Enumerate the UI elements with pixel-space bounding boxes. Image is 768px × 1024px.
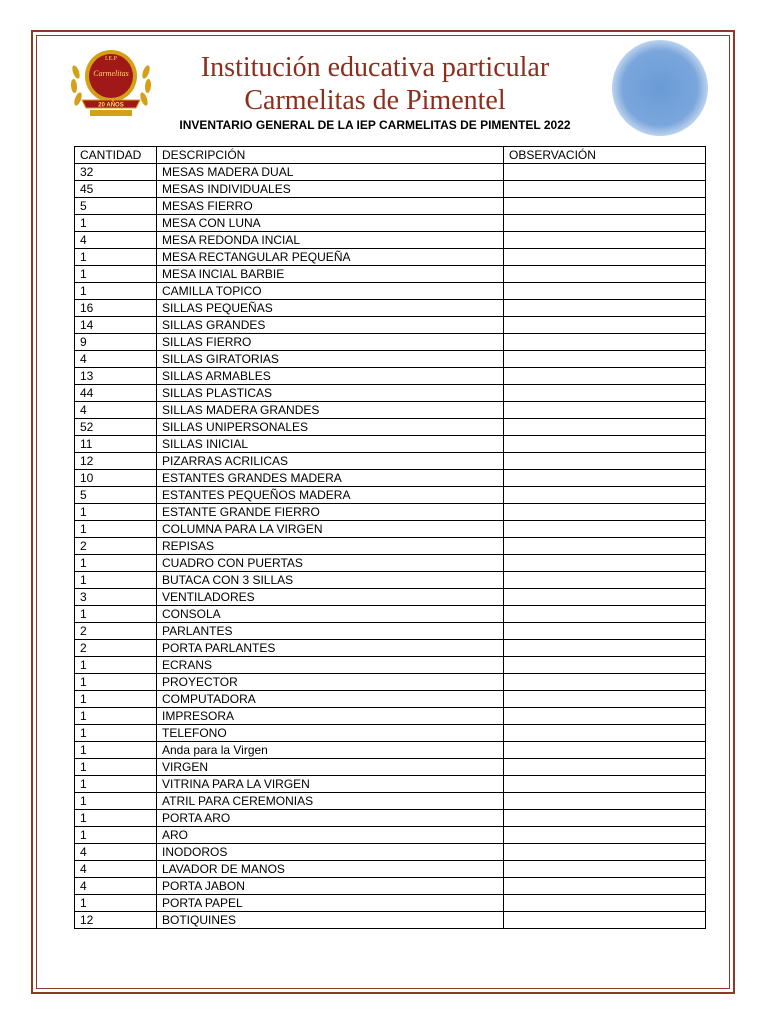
- school-crest-icon: [68, 42, 154, 120]
- cell-observation: [504, 470, 706, 487]
- cell-observation: [504, 402, 706, 419]
- cell-description: SILLAS ARMABLES: [157, 368, 504, 385]
- table-row: [75, 334, 706, 351]
- cell-description: ESTANTE GRANDE FIERRO: [157, 504, 504, 521]
- cell-description: SILLAS GIRATORIAS: [157, 351, 504, 368]
- cell-description: IMPRESORA: [157, 708, 504, 725]
- cell-description: PORTA JABON: [157, 878, 504, 895]
- table-row: [75, 317, 706, 334]
- cell-description: SILLAS INICIAL: [157, 436, 504, 453]
- table-row: [75, 470, 706, 487]
- cell-quantity: 9: [75, 334, 157, 351]
- cell-quantity: 16: [75, 300, 157, 317]
- cell-quantity: 1: [75, 215, 157, 232]
- cell-description: ECRANS: [157, 657, 504, 674]
- cell-description: PORTA PARLANTES: [157, 640, 504, 657]
- cell-description: MESAS INDIVIDUALES: [157, 181, 504, 198]
- table-row: [75, 436, 706, 453]
- cell-observation: [504, 640, 706, 657]
- table-row: [75, 589, 706, 606]
- cell-observation: [504, 487, 706, 504]
- table-row: [75, 742, 706, 759]
- crest-badge-text: 20 AÑOS: [98, 102, 124, 109]
- cell-quantity: 52: [75, 419, 157, 436]
- table-row: [75, 351, 706, 368]
- table-row: [75, 521, 706, 538]
- cell-quantity: 2: [75, 538, 157, 555]
- table-row: [75, 725, 706, 742]
- cell-quantity: 1: [75, 725, 157, 742]
- cell-description: MESA RECTANGULAR PEQUEÑA: [157, 249, 504, 266]
- cell-description: INODOROS: [157, 844, 504, 861]
- cell-quantity: 3: [75, 589, 157, 606]
- header-observation: OBSERVACIÓN: [504, 147, 706, 164]
- cell-quantity: 12: [75, 912, 157, 929]
- cell-description: MESA CON LUNA: [157, 215, 504, 232]
- table-row: [75, 759, 706, 776]
- cell-quantity: 1: [75, 793, 157, 810]
- cell-quantity: 1: [75, 759, 157, 776]
- table-row: [75, 368, 706, 385]
- cell-observation: [504, 827, 706, 844]
- cell-observation: [504, 215, 706, 232]
- cell-observation: [504, 589, 706, 606]
- cell-observation: [504, 878, 706, 895]
- cell-observation: [504, 725, 706, 742]
- crest-top-text: I.E.P: [105, 56, 117, 62]
- cell-quantity: 4: [75, 351, 157, 368]
- table-row: [75, 249, 706, 266]
- cell-quantity: 1: [75, 657, 157, 674]
- cell-quantity: 4: [75, 878, 157, 895]
- cell-observation: [504, 368, 706, 385]
- table-row: [75, 708, 706, 725]
- cell-quantity: 1: [75, 283, 157, 300]
- cell-description: MESAS MADERA DUAL: [157, 164, 504, 181]
- cell-observation: [504, 895, 706, 912]
- table-row: [75, 793, 706, 810]
- cell-description: ESTANTES GRANDES MADERA: [157, 470, 504, 487]
- cell-quantity: 1: [75, 674, 157, 691]
- cell-observation: [504, 385, 706, 402]
- table-row: [75, 215, 706, 232]
- cell-description: SILLAS PLASTICAS: [157, 385, 504, 402]
- table-row: [75, 453, 706, 470]
- cell-observation: [504, 606, 706, 623]
- table-row: [75, 912, 706, 929]
- cell-description: SILLAS PEQUEÑAS: [157, 300, 504, 317]
- cell-observation: [504, 249, 706, 266]
- cell-description: CUADRO CON PUERTAS: [157, 555, 504, 572]
- table-row: [75, 827, 706, 844]
- cell-observation: [504, 232, 706, 249]
- inventory-table: [74, 146, 706, 929]
- cell-quantity: 45: [75, 181, 157, 198]
- crest-name-text: Carmelitas: [93, 69, 129, 78]
- cell-description: PORTA PAPEL: [157, 895, 504, 912]
- cell-description: CAMILLA TOPICO: [157, 283, 504, 300]
- table-row: [75, 232, 706, 249]
- cell-observation: [504, 691, 706, 708]
- cell-observation: [504, 861, 706, 878]
- cell-observation: [504, 844, 706, 861]
- cell-description: SILLAS FIERRO: [157, 334, 504, 351]
- table-row: [75, 181, 706, 198]
- cell-observation: [504, 776, 706, 793]
- cell-quantity: 1: [75, 742, 157, 759]
- cell-quantity: 14: [75, 317, 157, 334]
- table-row: [75, 810, 706, 827]
- cell-observation: [504, 538, 706, 555]
- table-row: [75, 266, 706, 283]
- cell-description: SILLAS GRANDES: [157, 317, 504, 334]
- cell-quantity: 44: [75, 385, 157, 402]
- cell-observation: [504, 810, 706, 827]
- cell-description: BOTIQUINES: [157, 912, 504, 929]
- cell-observation: [504, 742, 706, 759]
- table-row: [75, 419, 706, 436]
- cell-quantity: 1: [75, 776, 157, 793]
- table-row: [75, 844, 706, 861]
- cell-quantity: 10: [75, 470, 157, 487]
- cell-description: BUTACA CON 3 SILLAS: [157, 572, 504, 589]
- cell-observation: [504, 912, 706, 929]
- cell-description: VIRGEN: [157, 759, 504, 776]
- cell-observation: [504, 300, 706, 317]
- table-row: [75, 198, 706, 215]
- document-subtitle: INVENTARIO GENERAL DE LA IEP CARMELITAS DE PIMENTEL 2022: [179, 118, 571, 132]
- cell-quantity: 1: [75, 555, 157, 572]
- cell-quantity: 5: [75, 198, 157, 215]
- table-row: [75, 555, 706, 572]
- cell-description: SILLAS UNIPERSONALES: [157, 419, 504, 436]
- cell-observation: [504, 453, 706, 470]
- cell-observation: [504, 504, 706, 521]
- cell-observation: [504, 198, 706, 215]
- cell-description: COMPUTADORA: [157, 691, 504, 708]
- cell-quantity: 4: [75, 861, 157, 878]
- table-row: [75, 657, 706, 674]
- cell-observation: [504, 334, 706, 351]
- cell-observation: [504, 351, 706, 368]
- table-row: [75, 776, 706, 793]
- table-row: [75, 572, 706, 589]
- cell-observation: [504, 283, 706, 300]
- cell-observation: [504, 317, 706, 334]
- cell-description: VITRINA PARA LA VIRGEN: [157, 776, 504, 793]
- cell-quantity: 12: [75, 453, 157, 470]
- cell-description: CONSOLA: [157, 606, 504, 623]
- cell-description: MESA INCIAL BARBIE: [157, 266, 504, 283]
- cell-quantity: 13: [75, 368, 157, 385]
- table-row: [75, 487, 706, 504]
- table-row: [75, 402, 706, 419]
- header-description: DESCRIPCIÓN: [157, 147, 504, 164]
- cell-quantity: 4: [75, 232, 157, 249]
- cell-description: LAVADOR DE MANOS: [157, 861, 504, 878]
- cell-description: PARLANTES: [157, 623, 504, 640]
- cell-observation: [504, 266, 706, 283]
- table-row: [75, 674, 706, 691]
- table-row: [75, 691, 706, 708]
- cell-quantity: 11: [75, 436, 157, 453]
- cell-description: Anda para la Virgen: [157, 742, 504, 759]
- cell-observation: [504, 657, 706, 674]
- cell-observation: [504, 436, 706, 453]
- cell-observation: [504, 793, 706, 810]
- table-row: [75, 895, 706, 912]
- cell-description: REPISAS: [157, 538, 504, 555]
- cell-description: MESA REDONDA INCIAL: [157, 232, 504, 249]
- cell-quantity: 2: [75, 623, 157, 640]
- cell-observation: [504, 674, 706, 691]
- header-quantity: CANTIDAD: [75, 147, 157, 164]
- cell-quantity: 1: [75, 249, 157, 266]
- table-row: [75, 640, 706, 657]
- cell-description: PIZARRAS ACRILICAS: [157, 453, 504, 470]
- table-row: [75, 504, 706, 521]
- table-row: [75, 164, 706, 181]
- table-row: [75, 861, 706, 878]
- cell-quantity: 1: [75, 521, 157, 538]
- cell-quantity: 2: [75, 640, 157, 657]
- cell-quantity: 1: [75, 810, 157, 827]
- cell-observation: [504, 181, 706, 198]
- cell-observation: [504, 572, 706, 589]
- cell-quantity: 4: [75, 402, 157, 419]
- cell-quantity: 1: [75, 691, 157, 708]
- cell-quantity: 32: [75, 164, 157, 181]
- cell-observation: [504, 164, 706, 181]
- school-title-line-2: Carmelitas de Pimentel: [244, 85, 506, 116]
- table-row: [75, 300, 706, 317]
- table-row: [75, 538, 706, 555]
- cell-description: COLUMNA PARA LA VIRGEN: [157, 521, 504, 538]
- cell-description: ESTANTES PEQUEÑOS MADERA: [157, 487, 504, 504]
- cell-observation: [504, 521, 706, 538]
- cell-quantity: 1: [75, 895, 157, 912]
- table-row: [75, 606, 706, 623]
- cell-description: PORTA ARO: [157, 810, 504, 827]
- cell-quantity: 1: [75, 827, 157, 844]
- cell-quantity: 5: [75, 487, 157, 504]
- table-row: [75, 623, 706, 640]
- school-title-line-1: Institución educativa particular: [200, 52, 550, 83]
- cell-description: PROYECTOR: [157, 674, 504, 691]
- cell-observation: [504, 555, 706, 572]
- table-row: [75, 283, 706, 300]
- cell-quantity: 1: [75, 504, 157, 521]
- cell-description: MESAS FIERRO: [157, 198, 504, 215]
- cell-description: ATRIL PARA CEREMONIAS: [157, 793, 504, 810]
- blue-blur-mark: [612, 40, 708, 136]
- table-row: [75, 385, 706, 402]
- cell-quantity: 4: [75, 844, 157, 861]
- cell-quantity: 1: [75, 606, 157, 623]
- table-row: [75, 878, 706, 895]
- cell-observation: [504, 623, 706, 640]
- cell-observation: [504, 419, 706, 436]
- cell-observation: [504, 708, 706, 725]
- cell-description: SILLAS MADERA GRANDES: [157, 402, 504, 419]
- cell-observation: [504, 759, 706, 776]
- table-header-row: [75, 147, 706, 164]
- cell-quantity: 1: [75, 266, 157, 283]
- cell-description: ARO: [157, 827, 504, 844]
- cell-description: TELEFONO: [157, 725, 504, 742]
- cell-quantity: 1: [75, 708, 157, 725]
- cell-quantity: 1: [75, 572, 157, 589]
- cell-description: VENTILADORES: [157, 589, 504, 606]
